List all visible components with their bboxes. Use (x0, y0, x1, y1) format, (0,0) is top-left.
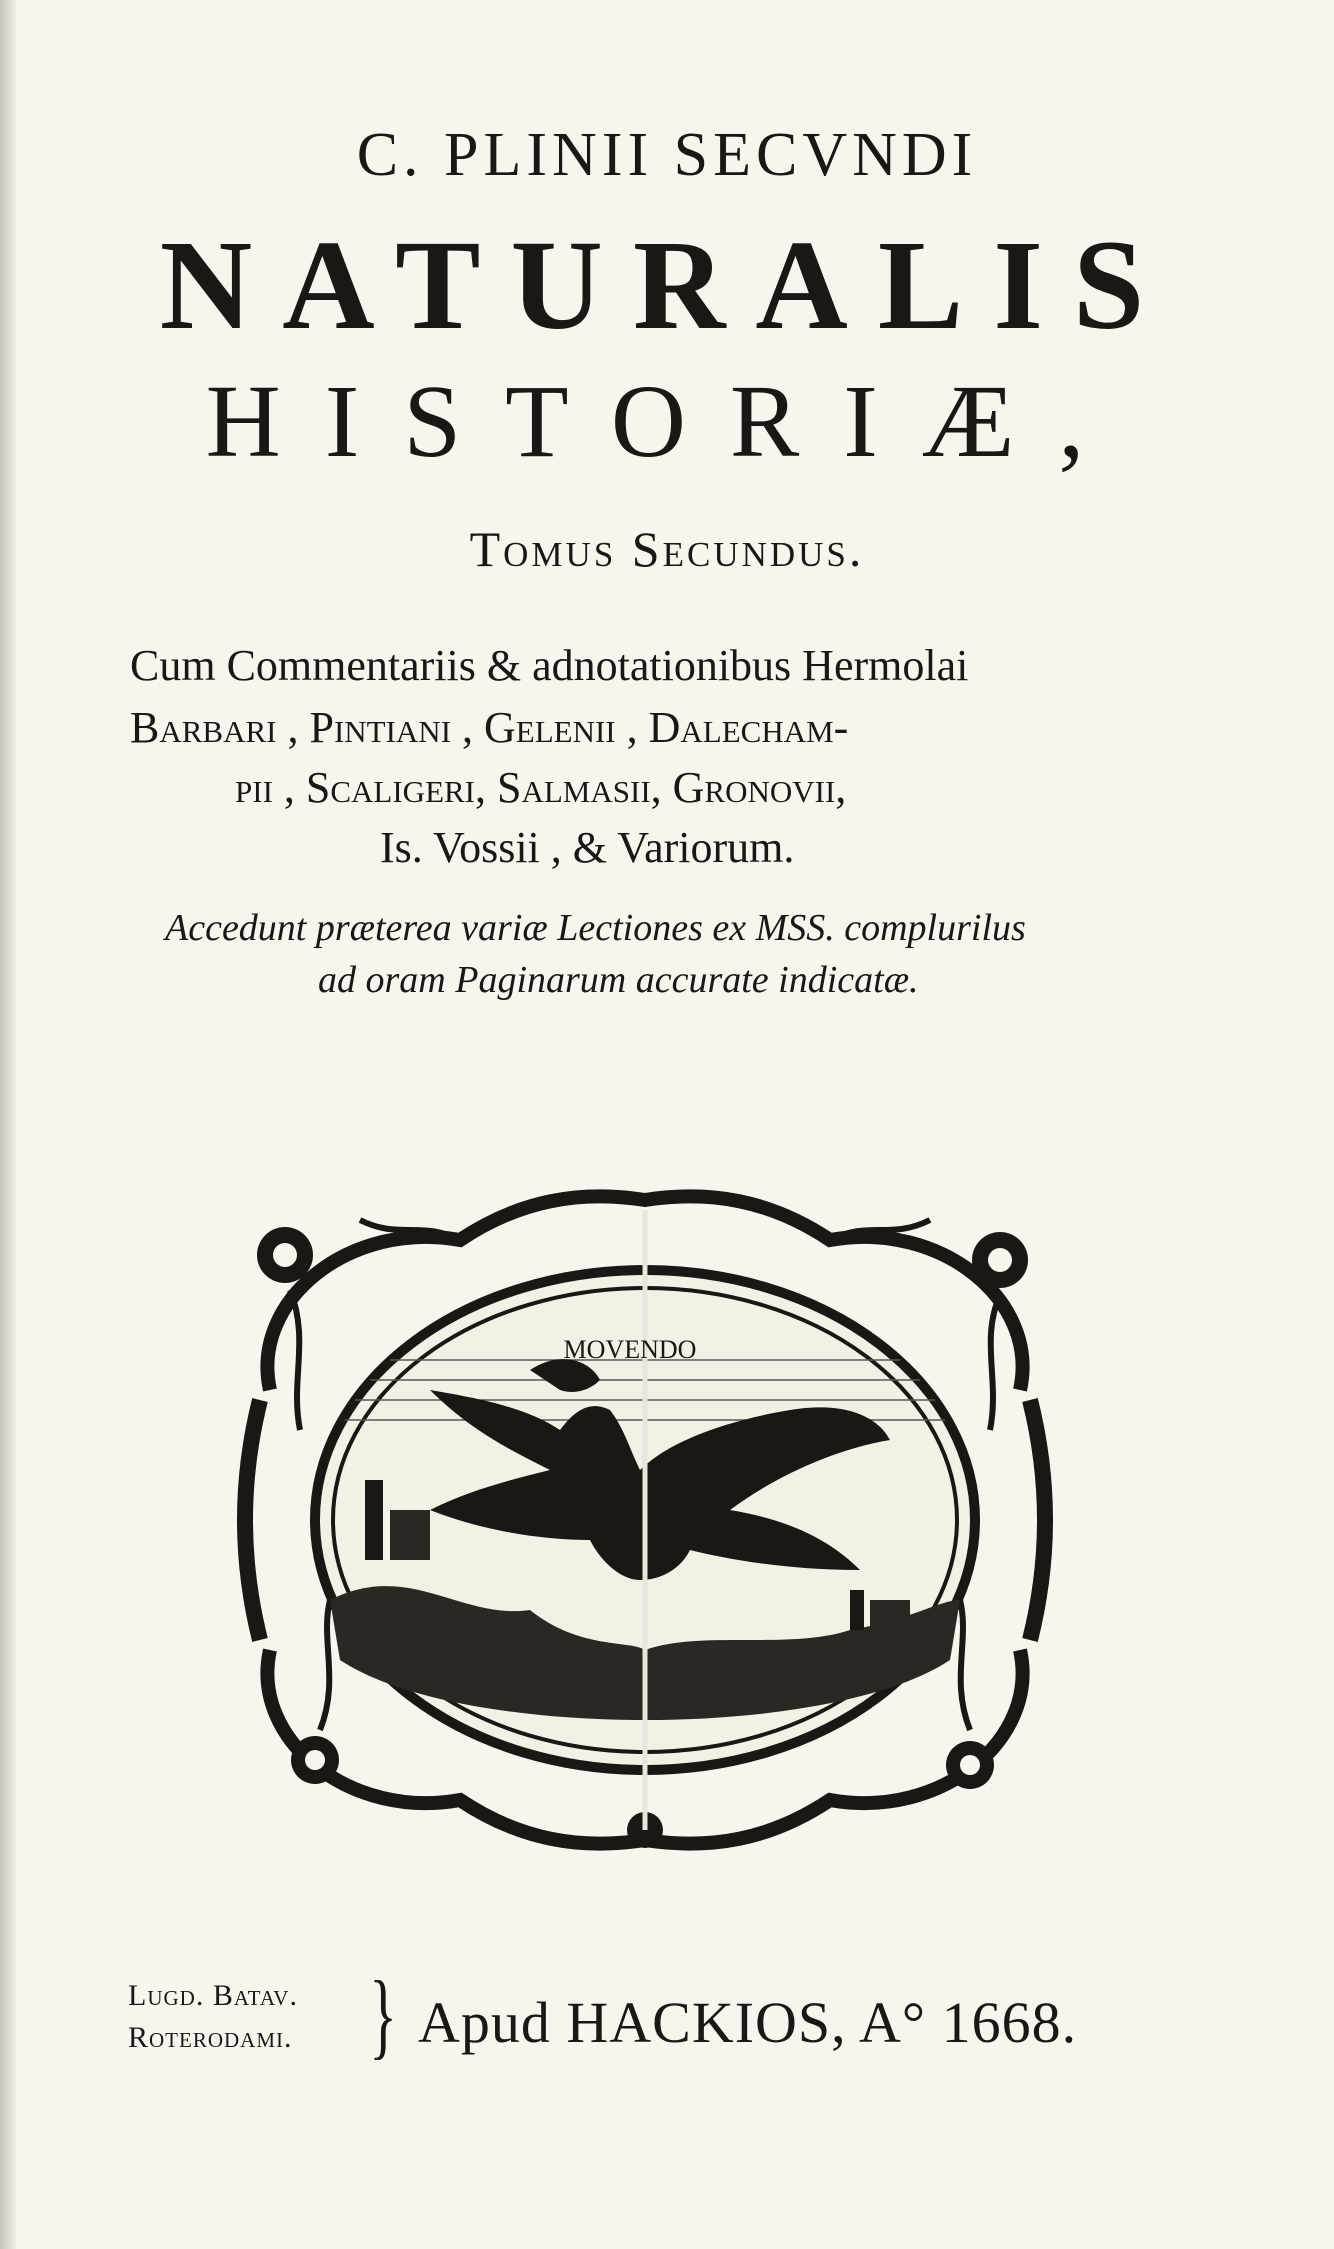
commentary-line-2: Barbari , Pintiani , Gelenii , Dalecham- (130, 703, 849, 752)
imprint-places (128, 1975, 298, 2059)
emblem-motto: MOVENDO (563, 1335, 697, 1364)
imprint-publisher: Apud HACKIOS, A° 1668. (418, 1990, 1078, 2055)
printer-device (230, 1180, 1060, 1860)
title-historiae: HISTORIÆ, (205, 364, 1129, 479)
volume-line: Tomus Secundus. (469, 521, 865, 577)
commentary-line-1: Cum Commentariis & adnotationibus Hermolai (130, 641, 969, 690)
accedunt-line-2: ad oram Paginarum accurate indicatæ. (318, 959, 919, 1001)
title-naturalis: NATURALIS (159, 214, 1175, 356)
accedunt-line-1: Accedunt præterea variæ Lectiones ex MSS. complurilus (165, 907, 1026, 949)
author-line: C. PLINII SECVNDI (356, 121, 978, 189)
eagle-emblem-icon (230, 1180, 1060, 1860)
imprint (128, 1961, 1228, 2085)
commentary-line-3: pii , Scaligeri, Salmasii, Gronovii, (235, 763, 847, 812)
commentary-line-4: Is. Vossii , & Variorum. (380, 823, 795, 872)
imprint-place-1: Lugd. Batav. (128, 1979, 298, 2012)
imprint-place-2: Roterodami. (128, 2021, 293, 2054)
imprint-brace: } (369, 1961, 397, 2068)
